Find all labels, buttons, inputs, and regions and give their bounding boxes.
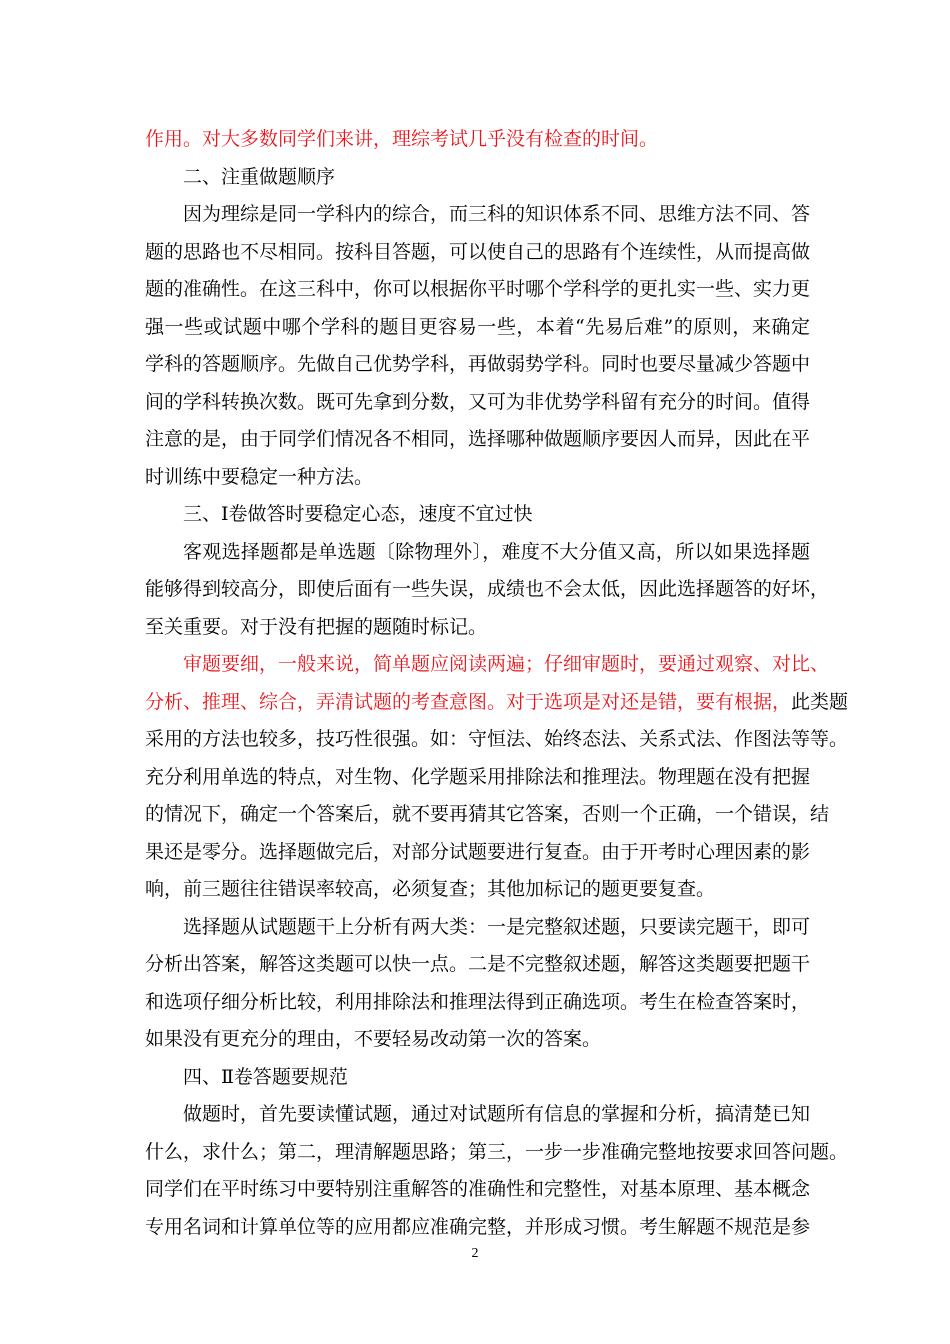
text-line <box>145 534 810 572</box>
body-text: 能够得到较高分，即使后面有一些失误，成绩也不会太低，因此选择题答的好坏， <box>145 578 830 600</box>
text-line <box>145 946 810 984</box>
body-text: 响，前三题往往错误率较高，必须复查；其他加标记的题更要复查。 <box>145 878 716 900</box>
text-line <box>145 421 810 459</box>
text-line <box>145 1021 810 1059</box>
body-text: 分析出答案，解答这类题可以快一点。二是不完整叙述题，解答这类题要把题干 <box>145 953 811 975</box>
text-line <box>145 121 810 159</box>
body-text: 做题时，首先要读懂试题，通过对试题所有信息的掌握和分析，搞清楚已知 <box>183 1103 811 1125</box>
body-text: 四、Ⅱ卷答题要规范 <box>183 1065 348 1088</box>
body-text: 间的学科转换次数。既可先拿到分数，又可为非优势学科留有充分的时间。值得 <box>145 390 811 413</box>
text-line <box>145 234 810 272</box>
text-line <box>145 871 810 909</box>
body-text: 如果没有更充分的理由，不要轻易改动第一次的答案。 <box>145 1028 602 1050</box>
text-line <box>145 1059 810 1097</box>
body-text: 注意的是，由于同学们情况各不相同，选择哪种做题顺序要因人而异，因此在平 <box>145 428 811 450</box>
text-line <box>145 684 849 722</box>
text-line <box>145 646 830 684</box>
body-text: 同学们在平时练习中要特别注重解答的准确性和完整性，对基本原理、基本概念 <box>145 1178 811 1200</box>
highlighted-text: 分析、推理、综合，弄清试题的考查意图。对于选项是对还是错，要有根据， <box>145 690 792 713</box>
text-line <box>145 721 849 759</box>
text-line <box>145 309 810 347</box>
page-number: 2 <box>471 1246 479 1261</box>
body-text: 学科的答题顺序。先做自己优势学科，再做弱势学科。同时也要尽量减少答题中 <box>145 353 811 375</box>
text-line <box>145 796 830 834</box>
text-line <box>145 571 830 609</box>
highlighted-text: 作用。对大多数同学们来讲，理综考试几乎没有检查的时间。 <box>145 128 659 150</box>
body-text: 采用的方法也较多，技巧性很强。如：守恒法、始终态法、关系式法、作图法等等。 <box>145 728 849 750</box>
text-line <box>145 271 810 309</box>
body-text: 专用名词和计算单位等的应用都应准确完整，并形成习惯。考生解题不规范是参 <box>145 1215 811 1238</box>
body-text: 二、注重做题顺序 <box>183 165 336 188</box>
body-text: 的情况下，确定一个答案后，就不要再猜其它答案，否则一个正确，一个错误，结 <box>145 803 830 825</box>
text-line <box>145 1171 810 1209</box>
text-line <box>145 346 810 384</box>
text-line <box>145 609 810 647</box>
text-line <box>145 159 810 197</box>
body-text: 题的准确性。在这三科中，你可以根据你平时哪个学科学的更扎实一些、实力更 <box>145 278 811 300</box>
text-line <box>145 459 810 497</box>
body-text: 和选项仔细分析比较，利用排除法和推理法得到正确选项。考生在检查答案时， <box>145 990 811 1013</box>
text-line <box>145 909 810 947</box>
body-text: 充分利用单选的特点，对生物、化学题采用排除法和推理法。物理题在没有把握 <box>145 765 811 788</box>
highlighted-text: 审题要细，一般来说，简单题应阅读两遍；仔细审题时，要通过观察、对比、 <box>183 653 830 675</box>
body-text: 题的思路也不尽相同。按科目答题，可以使自己的思路有个连续性，从而提高做 <box>145 240 811 263</box>
body-text: 三、Ⅰ卷做答时要稳定心态，速度不宜过快 <box>183 503 533 525</box>
body-text: 至关重要。对于没有把握的题随时标记。 <box>145 615 488 638</box>
text-line <box>145 984 810 1022</box>
body-text: 时训练中要稳定一种方法。 <box>145 465 374 488</box>
text-line <box>145 1134 849 1172</box>
body-text: 此类题 <box>791 690 849 713</box>
text-line <box>145 196 810 234</box>
text-line <box>145 1096 810 1134</box>
document-body <box>145 121 849 1246</box>
text-line <box>145 834 810 872</box>
body-text: 因为理综是同一学科内的综合，而三科的知识体系不同、思维方法不同、答 <box>183 203 811 225</box>
text-line <box>145 759 810 797</box>
body-text: 选择题从试题题干上分析有两大类：一是完整叙述题，只要读完题干，即可 <box>183 915 811 938</box>
text-line <box>145 496 810 534</box>
body-text: 什么，求什么；第二，理清解题思路；第三，一步一步准确完整地按要求回答问题。 <box>145 1140 849 1163</box>
text-line <box>145 1209 810 1247</box>
text-line <box>145 384 810 422</box>
body-text: 果还是零分。选择题做完后，对部分试题要进行复查。由于开考时心理因素的影 <box>145 840 811 863</box>
body-text: 客观选择题都是单选题〔除物理外〕，难度不大分值又高，所以如果选择题 <box>183 540 810 563</box>
body-text: 强一些或试题中哪个学科的题目更容易一些，本着“先易后难”的原则，来确定 <box>145 315 810 338</box>
